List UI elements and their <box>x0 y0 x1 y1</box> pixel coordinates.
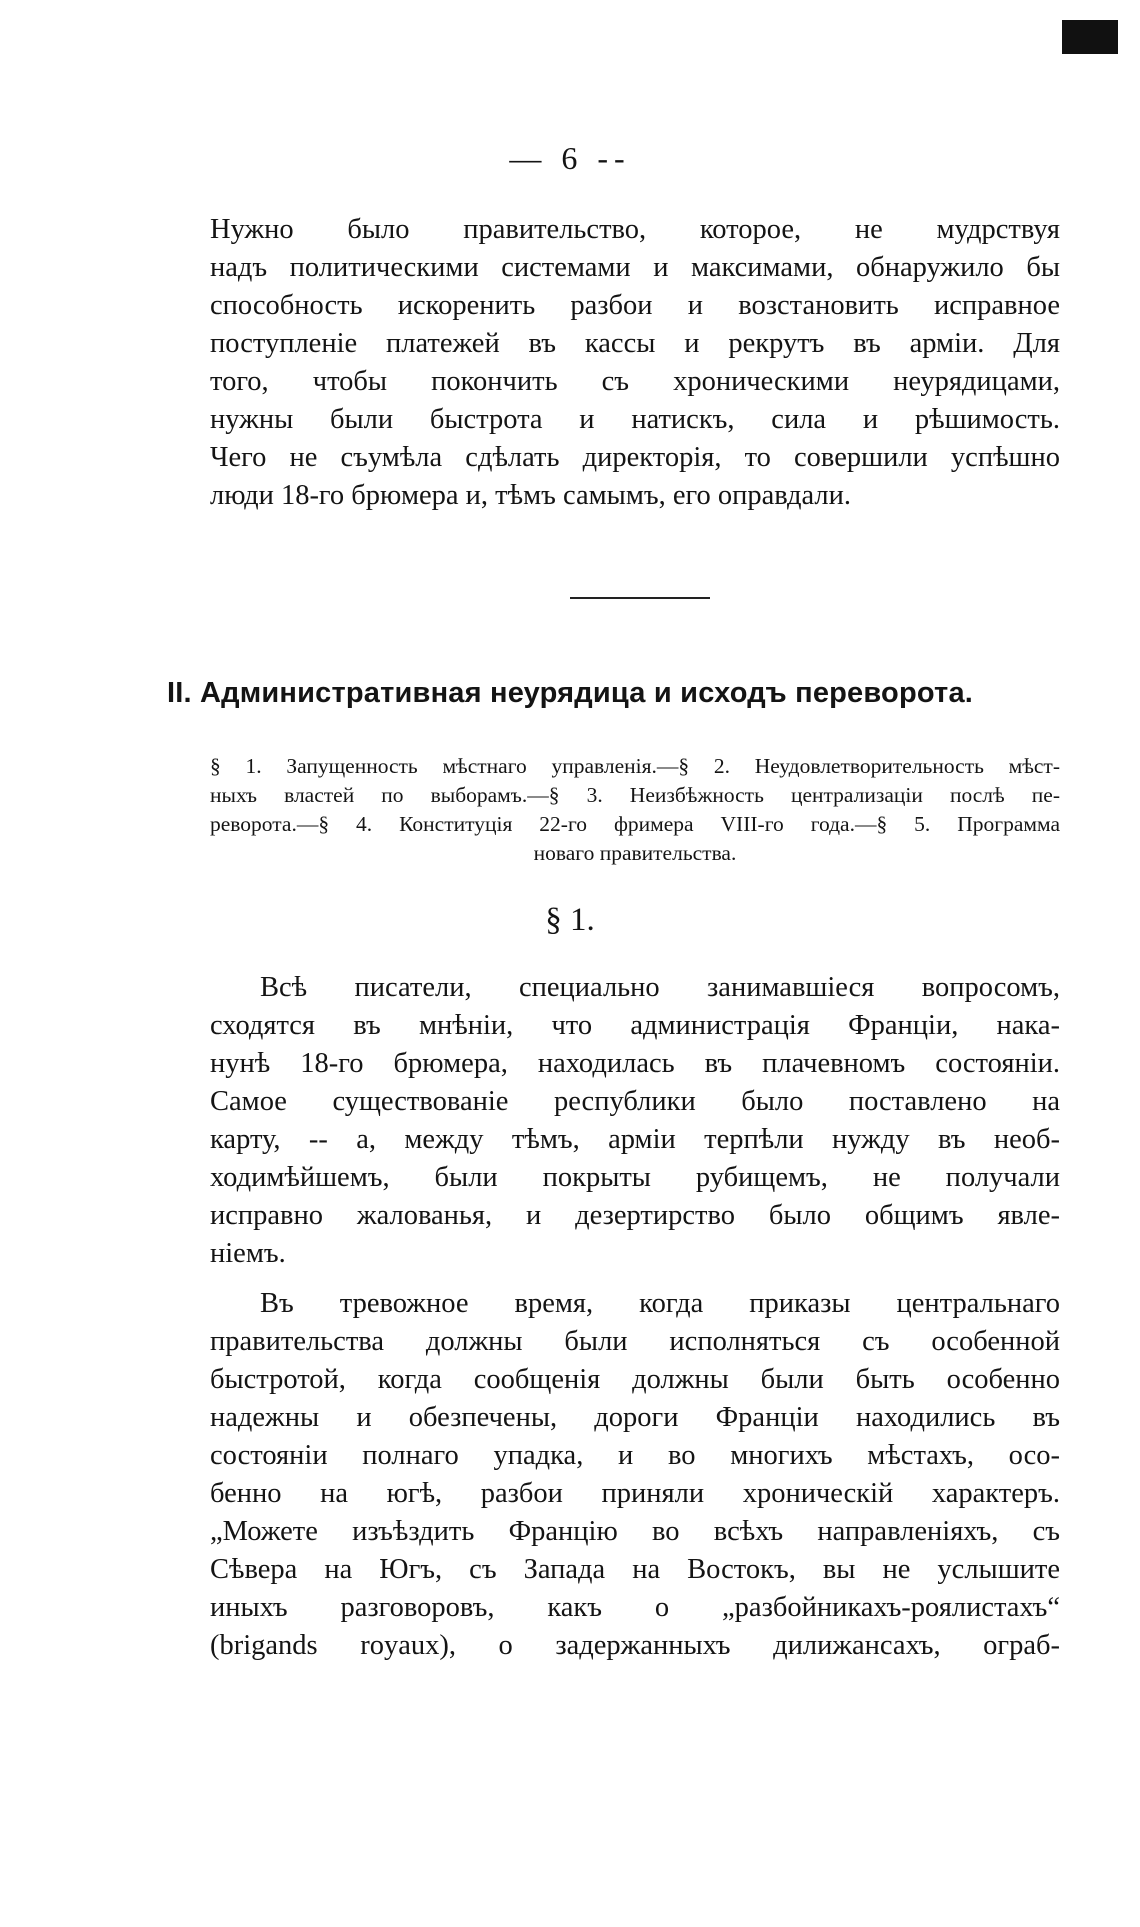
summary-line: новаго правительства. <box>533 841 737 865</box>
text-line: надъ политическими системами и максимами, обнаружило бы <box>210 252 1060 283</box>
paragraph-2 <box>210 969 1060 1273</box>
text-line: нужны были быстрота и натискъ, сила и рѣшимость. <box>210 404 1060 435</box>
text-line: быстротой, когда сообщенія должны были быть особенно <box>210 1364 1060 1395</box>
text-line: Самое существованіе республики было поставлено на <box>210 1086 1060 1117</box>
text-line: (brigands royaux), о задержанныхъ дилижансахъ, ограб- <box>210 1630 1060 1661</box>
paragraph-1 <box>210 211 1060 515</box>
text-line: ходимѣйшемъ, были покрыты рубищемъ, не получали <box>210 1162 1060 1193</box>
text-line: иныхъ разговоровъ, какъ о „разбойникахъ-роялистахъ“ <box>210 1592 1060 1623</box>
text-line: исправно жалованья, и дезертирство было общимъ явле- <box>210 1200 1060 1231</box>
text-line: люди 18-го брюмера и, тѣмъ самымъ, его оправдали. <box>210 480 851 511</box>
text-line: правительства должны были исполняться съ особенной <box>210 1326 1060 1357</box>
text-line: Всѣ писатели, специально занимавшіеся вопросомъ, <box>260 972 1060 1003</box>
text-line: карту, -- а, между тѣмъ, арміи терпѣли нужду въ необ- <box>210 1124 1060 1155</box>
paragraph-3 <box>210 1285 1060 1665</box>
corner-scan-mark <box>1062 20 1118 54</box>
text-line: Чего не съумѣла сдѣлать директорія, то совершили успѣшно <box>210 442 1060 473</box>
text-line: бенно на югѣ, разбои приняли хроническій характеръ. <box>210 1478 1060 1509</box>
section-divider <box>570 597 710 599</box>
text-line: состояніи полнаго упадка, и во многихъ мѣстахъ, осо- <box>210 1440 1060 1471</box>
text-line: Сѣвера на Югъ, съ Запада на Востокъ, вы не услышите <box>210 1554 1060 1585</box>
chapter-heading: II. Административная неурядица и исходъ переворота. <box>166 677 974 709</box>
section-mark: § 1. <box>545 902 595 938</box>
text-line: Нужно было правительство, которое, не мудрствуя <box>210 214 1060 245</box>
chapter-summary <box>210 752 1060 868</box>
page-number: — 6 -- <box>509 140 631 176</box>
text-line: сходятся въ мнѣніи, что администрація Франціи, нака- <box>210 1010 1060 1041</box>
text-line: ніемъ. <box>210 1238 286 1269</box>
text-line: надежны и обезпечены, дороги Франціи находились въ <box>210 1402 1060 1433</box>
summary-line: реворота.—§ 4. Конституція 22-го фримера VIII-го года.—§ 5. Программа <box>210 812 1060 836</box>
text-line: способность искоренить разбои и возстановить исправное <box>210 290 1060 321</box>
summary-line: ныхъ властей по выборамъ.—§ 3. Неизбѣжность централизаціи послѣ пе- <box>210 783 1060 807</box>
text-line: нунѣ 18-го брюмера, находилась въ плачевномъ состояніи. <box>210 1048 1060 1079</box>
text-line: того, чтобы покончить съ хроническими неурядицами, <box>210 366 1060 397</box>
text-line: „Можете изъѣздить Францію во всѣхъ направленіяхъ, съ <box>210 1516 1060 1547</box>
text-line: поступленіе платежей въ кассы и рекрутъ въ арміи. Для <box>210 328 1060 359</box>
text-line: Въ тревожное время, когда приказы центральнаго <box>260 1288 1060 1319</box>
summary-line: § 1. Запущенность мѣстнаго управленія.—§ 2. Неудовлетворительность мѣст- <box>210 754 1060 778</box>
